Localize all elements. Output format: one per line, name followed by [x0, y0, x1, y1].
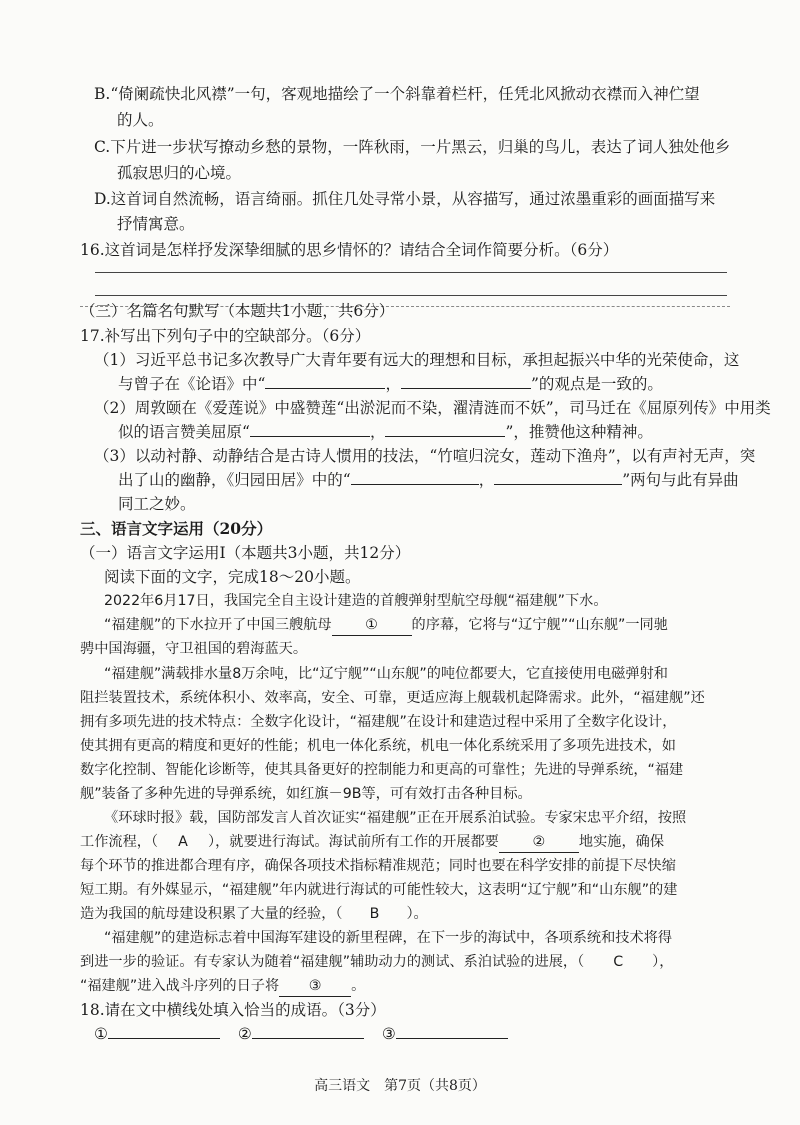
- fill-blank[interactable]: [385, 435, 505, 437]
- q17-item3-pre: 出了山的幽静，《归园田居》中的“: [118, 471, 351, 489]
- passage-p2-line2: 骋中国海疆，守卫祖国的碧海蓝天。: [80, 641, 308, 657]
- passage-p3-line5: 数字化控制、智能化诊断等，使其具备更好的控制能力和更高的可靠性；先进的导弹系统，“福建: [80, 762, 684, 778]
- passage-p4-line1: 《环球时报》载，国防部发言人首次证实“福建舰”正在开展系泊试验。专家宋忠平介绍，按照: [104, 810, 687, 826]
- passage-p4-line5: [80, 904, 428, 924]
- q17-item2-post: ”，推赞他这种精神。: [505, 423, 653, 441]
- passage-p2-line1: [104, 615, 668, 636]
- fill-blank[interactable]: [265, 387, 385, 389]
- q18-answers: [94, 1024, 508, 1044]
- q17-item3-mid: ，: [478, 471, 495, 489]
- passage-p5-line3: [80, 976, 365, 997]
- passage-p3-line3: 拥有多项先进的技术特点：全数字化设计，“福建舰”在设计和建造过程中采用了全数字化设计，: [80, 714, 677, 730]
- section-3-heading: （三）名篇名句默写（本题共1小题，共6分）: [80, 302, 395, 320]
- blank-1[interactable]: ①: [332, 615, 412, 636]
- q18-label-3: ③: [381, 1025, 396, 1043]
- option-c-line1: C.下片进一步状写撩动乡愁的景物，一阵秋雨，一片黑云，归巢的鸟儿，表达了词人独处他乡: [94, 138, 731, 156]
- answer-line-1[interactable]: [95, 272, 727, 273]
- passage-p3-line6: 舰”装备了多种先进的导弹系统，如红旗－9B等，可有效打击各种目标。: [80, 786, 532, 802]
- fill-blank[interactable]: [351, 483, 479, 485]
- part-3-heading: 三、语言文字运用（20分）: [80, 519, 273, 538]
- passage-p5-line1: “福建舰”的建造标志着中国海军建设的新里程碑，在下一步的海试中，各项系统和技术将得: [104, 930, 673, 946]
- passage-p4e-pre: 造为我国的航母建设积累了大量的经验，（: [80, 906, 343, 922]
- option-d-line2: 抒情寓意。: [117, 215, 195, 233]
- reading-instruction: 阅读下面的文字，完成18～20小题。: [104, 568, 361, 586]
- q17-item2-line2: [118, 422, 653, 442]
- question-16: 16.这首词是怎样抒发深挚细腻的思乡情怀的？请结合全词作简要分析。（6分）: [80, 241, 619, 259]
- sub-section-heading: （一）语言文字运用Ⅰ（本题共3小题，共12分）: [80, 544, 411, 562]
- slot-a[interactable]: A: [178, 834, 188, 850]
- q17-item1-mid: ，: [385, 375, 401, 393]
- fill-blank[interactable]: [401, 387, 531, 389]
- q17-item3-line1: （3）以动衬静、动静结合是古诗人惯用的技法，“竹喧归浣女，莲动下渔舟”，以有声衬无声，突: [94, 447, 756, 465]
- passage-p3-line2: 阻拦装置技术，系统体积小、效率高，安全、可靠，更适应海上舰载机起降需求。此外，“福建舰”还: [80, 690, 705, 706]
- slot-c[interactable]: C: [613, 954, 624, 970]
- passage-p4-line2: [80, 832, 664, 853]
- option-d-line1: D.这首词自然流畅，语言绮丽。抓住几处寻常小景，从容描写，通过浓墨重彩的画面描写来: [94, 190, 716, 208]
- passage-p2a: “福建舰”的下水拉开了中国三艘航母: [104, 617, 332, 633]
- q17-item3-line2: [118, 470, 739, 490]
- passage-p4e-post: ）。: [406, 906, 428, 922]
- blank-3[interactable]: ③: [279, 976, 351, 997]
- slot-b[interactable]: B: [369, 906, 380, 922]
- passage-p5c-post: 。: [351, 978, 366, 994]
- q18-label-2: ②: [237, 1025, 252, 1043]
- passage-p4b-mid: ），就要进行海试。海试前所有工作的开展都要: [208, 834, 499, 850]
- q17-item1-pre: 与曾子在《论语》中“: [118, 375, 266, 393]
- passage-p4b-pre: 工作流程，（: [80, 834, 159, 850]
- option-b-line1: B.“倚阑疏快北风襟”一句，客观地描绘了一个斜靠着栏杆，任凭北风掀动衣襟而入神伫望: [94, 85, 700, 103]
- q17-item3-line3: 同工之妙。: [118, 495, 196, 513]
- q18-blank-3[interactable]: [396, 1037, 508, 1039]
- passage-p5b-post: ），: [652, 954, 674, 970]
- passage-p3-line1: “福建舰”满载排水量8万余吨，比“辽宁舰”“山东舰”的吨位都要大，它直接使用电磁弹射和: [104, 666, 668, 682]
- passage-p5b-pre: 到进一步的验证。有专家认为随着“福建舰”辅助动力的测试、系泊试验的进展，（: [80, 954, 585, 970]
- q17-item2-mid: ，: [369, 423, 386, 441]
- passage-p1: 2022年6月17日，我国完全自主设计建造的首艘弹射型航空母舰“福建舰”下水。: [104, 593, 608, 609]
- option-b-line2: 的人。: [117, 111, 164, 129]
- fill-blank[interactable]: [250, 435, 370, 437]
- q17-item1-line2: [118, 374, 663, 394]
- passage-p5-line2: [80, 952, 673, 972]
- passage-p2b: 的序幕，它将与“辽宁舰”“山东舰”一同驰: [411, 617, 668, 633]
- passage-p4-line3: 每个环节的推进都合理有序，确保各项技术指标精准规范；同时也要在科学安排的前提下尽快缩: [80, 858, 676, 874]
- q17-item3-post: ”两句与此有异曲: [622, 471, 739, 489]
- q17-item1-line1: （1）习近平总书记多次教导广大青年要有远大的理想和目标，承担起振兴中华的光荣使命，这: [94, 351, 740, 369]
- passage-p3-line4: 使其拥有更高的精度和更好的性能；机电一体化系统，机电一体化系统采用了多项先进技术，如: [80, 738, 676, 754]
- q18-blank-1[interactable]: [108, 1037, 220, 1039]
- q17-item2-pre: 似的语言赞美屈原“: [118, 423, 250, 441]
- q18-label-1: ①: [94, 1025, 108, 1043]
- question-18: 18.请在文中横线处填入恰当的成语。（3分）: [80, 1001, 386, 1019]
- blank-2[interactable]: ②: [499, 832, 579, 853]
- passage-p4-line4: 短工期。有外媒显示，“福建舰”年内就进行海试的可能性较大，这表明“辽宁舰”和“山东舰”的建: [80, 882, 678, 898]
- question-17: 17.补写出下列句子中的空缺部分。（6分）: [80, 327, 371, 345]
- answer-line-2[interactable]: [95, 295, 727, 296]
- q18-blank-2[interactable]: [252, 1037, 364, 1039]
- q17-item1-post: ”的观点是一致的。: [530, 375, 663, 393]
- option-c-line2: 孤寂思归的心境。: [117, 164, 242, 182]
- fill-blank[interactable]: [494, 483, 622, 485]
- passage-p4b-post: 地实施，确保: [578, 834, 665, 850]
- passage-p5c-pre: “福建舰”进入战斗序列的日子将: [80, 978, 280, 994]
- q17-item2-line1: （2）周敦颐在《爱莲说》中盛赞莲“出淤泥而不染，濯清涟而不妖”，司马迁在《屈原列传》中用类: [94, 399, 771, 417]
- page-footer: 高三语文 第7页（共8页）: [314, 1078, 486, 1094]
